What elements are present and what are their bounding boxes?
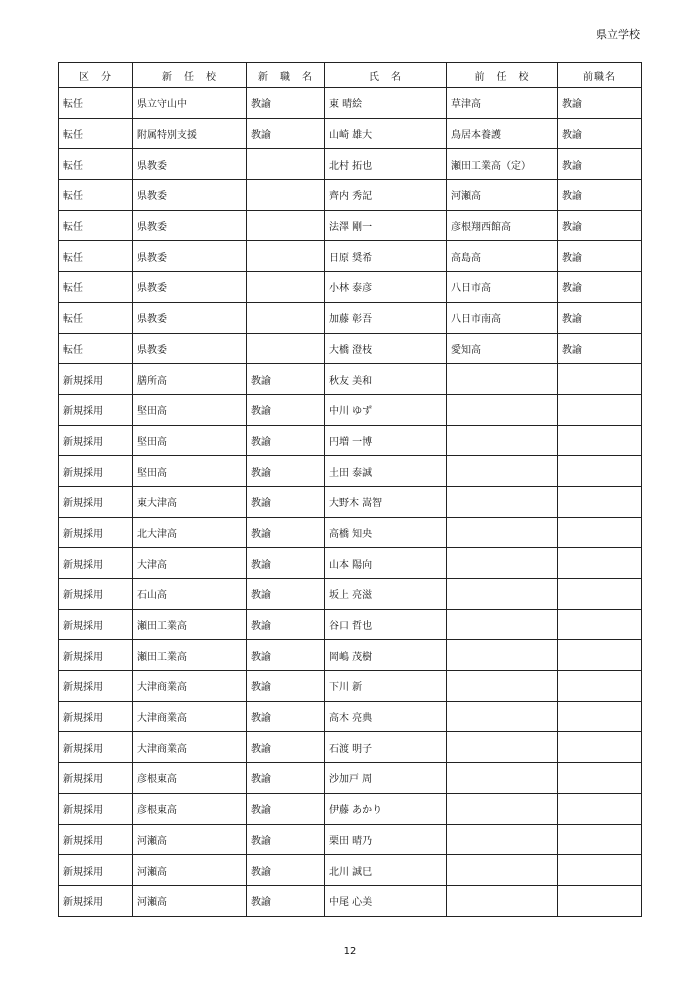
table-row <box>59 579 642 610</box>
cell-previous-school <box>447 824 558 855</box>
table-row <box>59 855 642 886</box>
cell-new-position: 教諭 <box>247 824 325 855</box>
cell-new-position: 教諭 <box>247 609 325 640</box>
cell-name: 伊藤 あかり <box>325 793 447 824</box>
table-row <box>59 118 642 149</box>
cell-previous-position: 教諭 <box>558 272 642 303</box>
cell-previous-position <box>558 885 642 916</box>
cell-new-position: 教諭 <box>247 732 325 763</box>
table-row <box>59 671 642 702</box>
cell-category: 転任 <box>59 149 133 180</box>
table-row <box>59 824 642 855</box>
cell-category: 新規採用 <box>59 640 133 671</box>
cell-previous-position <box>558 763 642 794</box>
cell-previous-school <box>447 517 558 548</box>
table-row <box>59 640 642 671</box>
cell-previous-position <box>558 517 642 548</box>
cell-new-position: 教諭 <box>247 517 325 548</box>
cell-new-school: 河瀬高 <box>133 824 247 855</box>
cell-category: 新規採用 <box>59 456 133 487</box>
cell-category: 転任 <box>59 333 133 364</box>
cell-new-position: 教諭 <box>247 701 325 732</box>
page-number: 12 <box>343 946 357 957</box>
cell-new-position: 教諭 <box>247 394 325 425</box>
cell-previous-position <box>558 548 642 579</box>
cell-previous-school: 八日市南高 <box>447 302 558 333</box>
cell-new-school: 東大津高 <box>133 486 247 517</box>
cell-name: 谷口 哲也 <box>325 609 447 640</box>
cell-previous-position: 教諭 <box>558 180 642 211</box>
cell-previous-position <box>558 732 642 763</box>
cell-new-position: 教諭 <box>247 118 325 149</box>
cell-new-position <box>247 333 325 364</box>
table-row <box>59 149 642 180</box>
cell-name: 石渡 明子 <box>325 732 447 763</box>
cell-category: 新規採用 <box>59 579 133 610</box>
cell-new-school: 大津高 <box>133 548 247 579</box>
cell-previous-position: 教諭 <box>558 241 642 272</box>
cell-new-position <box>247 210 325 241</box>
cell-category: 新規採用 <box>59 701 133 732</box>
cell-previous-school <box>447 885 558 916</box>
cell-previous-position: 教諭 <box>558 118 642 149</box>
cell-previous-position <box>558 425 642 456</box>
cell-new-position <box>247 272 325 303</box>
cell-new-position: 教諭 <box>247 88 325 119</box>
cell-new-position: 教諭 <box>247 364 325 395</box>
column-header-previous-position: 前職名 <box>558 63 642 88</box>
cell-new-school: 大津商業高 <box>133 732 247 763</box>
cell-name: 小林 泰彦 <box>325 272 447 303</box>
column-header-new-school: 新 任 校 <box>133 63 247 88</box>
cell-category: 転任 <box>59 88 133 119</box>
cell-category: 転任 <box>59 180 133 211</box>
cell-name: 土田 泰誠 <box>325 456 447 487</box>
cell-name: 下川 新 <box>325 671 447 702</box>
table-body <box>59 88 642 917</box>
cell-previous-position <box>558 855 642 886</box>
cell-name: 沙加戸 周 <box>325 763 447 794</box>
cell-new-school: 河瀬高 <box>133 885 247 916</box>
cell-category: 新規採用 <box>59 364 133 395</box>
cell-name: 栗田 晴乃 <box>325 824 447 855</box>
cell-new-school: 県教委 <box>133 333 247 364</box>
cell-previous-position <box>558 793 642 824</box>
table-row <box>59 456 642 487</box>
cell-new-school: 県教委 <box>133 241 247 272</box>
table-row <box>59 517 642 548</box>
cell-previous-school: 愛知高 <box>447 333 558 364</box>
table-row <box>59 793 642 824</box>
cell-name: 大野木 嵩智 <box>325 486 447 517</box>
cell-name: 岡嶋 茂樹 <box>325 640 447 671</box>
cell-new-position: 教諭 <box>247 885 325 916</box>
cell-category: 新規採用 <box>59 394 133 425</box>
table-row <box>59 302 642 333</box>
cell-new-position: 教諭 <box>247 456 325 487</box>
cell-category: 新規採用 <box>59 671 133 702</box>
cell-previous-school: 八日市高 <box>447 272 558 303</box>
cell-category: 転任 <box>59 302 133 333</box>
table-row <box>59 272 642 303</box>
document-category-label: 県立学校 <box>596 28 640 41</box>
cell-previous-position <box>558 486 642 517</box>
cell-previous-school <box>447 609 558 640</box>
cell-previous-position <box>558 579 642 610</box>
column-header-new-position: 新 職 名 <box>247 63 325 88</box>
cell-new-position <box>247 302 325 333</box>
cell-previous-position <box>558 671 642 702</box>
cell-new-position: 教諭 <box>247 671 325 702</box>
table-header-row <box>59 63 642 88</box>
cell-category: 転任 <box>59 118 133 149</box>
cell-previous-position <box>558 609 642 640</box>
cell-name: 東 晴絵 <box>325 88 447 119</box>
cell-previous-school: 鳥居本養護 <box>447 118 558 149</box>
cell-previous-position <box>558 824 642 855</box>
cell-previous-school: 彦根翔西館高 <box>447 210 558 241</box>
cell-new-school: 河瀬高 <box>133 855 247 886</box>
cell-previous-position: 教諭 <box>558 210 642 241</box>
cell-name: 北村 拓也 <box>325 149 447 180</box>
cell-new-school: 彦根東高 <box>133 793 247 824</box>
table-row <box>59 88 642 119</box>
column-header-previous-school: 前 任 校 <box>447 63 558 88</box>
cell-previous-position <box>558 364 642 395</box>
cell-new-position: 教諭 <box>247 548 325 579</box>
cell-category: 転任 <box>59 272 133 303</box>
cell-name: 秋友 美和 <box>325 364 447 395</box>
table-row <box>59 732 642 763</box>
cell-new-school: 瀬田工業高 <box>133 609 247 640</box>
column-header-category: 区 分 <box>59 63 133 88</box>
cell-previous-school: 草津高 <box>447 88 558 119</box>
cell-new-school: 県教委 <box>133 272 247 303</box>
cell-name: 高橋 知央 <box>325 517 447 548</box>
table-row <box>59 394 642 425</box>
cell-name: 法澤 剛一 <box>325 210 447 241</box>
cell-new-position: 教諭 <box>247 763 325 794</box>
cell-new-position: 教諭 <box>247 855 325 886</box>
cell-category: 新規採用 <box>59 885 133 916</box>
cell-name: 山本 陽向 <box>325 548 447 579</box>
table-row <box>59 701 642 732</box>
cell-new-school: 県立守山中 <box>133 88 247 119</box>
cell-name: 高木 亮典 <box>325 701 447 732</box>
cell-new-school: 膳所高 <box>133 364 247 395</box>
cell-category: 新規採用 <box>59 763 133 794</box>
cell-previous-position <box>558 456 642 487</box>
cell-previous-school <box>447 579 558 610</box>
cell-new-school: 堅田高 <box>133 425 247 456</box>
cell-previous-school: 河瀬高 <box>447 180 558 211</box>
table-row <box>59 180 642 211</box>
cell-name: 大橋 澄枝 <box>325 333 447 364</box>
cell-previous-school <box>447 701 558 732</box>
cell-previous-school: 高島高 <box>447 241 558 272</box>
cell-previous-position <box>558 640 642 671</box>
table-row <box>59 241 642 272</box>
cell-name: 加藤 彰吾 <box>325 302 447 333</box>
cell-new-school: 大津商業高 <box>133 701 247 732</box>
cell-new-position <box>247 241 325 272</box>
cell-previous-school <box>447 456 558 487</box>
cell-new-position: 教諭 <box>247 793 325 824</box>
cell-previous-school <box>447 425 558 456</box>
cell-previous-school <box>447 793 558 824</box>
cell-previous-position: 教諭 <box>558 302 642 333</box>
cell-new-position <box>247 180 325 211</box>
cell-category: 新規採用 <box>59 732 133 763</box>
cell-previous-school <box>447 732 558 763</box>
cell-previous-school <box>447 486 558 517</box>
cell-new-school: 彦根東高 <box>133 763 247 794</box>
cell-name: 北川 誠巳 <box>325 855 447 886</box>
cell-new-position: 教諭 <box>247 640 325 671</box>
cell-previous-school <box>447 855 558 886</box>
cell-category: 新規採用 <box>59 609 133 640</box>
cell-new-school: 堅田高 <box>133 456 247 487</box>
cell-previous-position: 教諭 <box>558 88 642 119</box>
table-row <box>59 425 642 456</box>
cell-new-school: 県教委 <box>133 210 247 241</box>
cell-name: 齊内 秀記 <box>325 180 447 211</box>
cell-previous-school <box>447 763 558 794</box>
cell-new-school: 附属特別支援 <box>133 118 247 149</box>
cell-name: 中川 ゆず <box>325 394 447 425</box>
table-row <box>59 210 642 241</box>
cell-new-school: 瀬田工業高 <box>133 640 247 671</box>
cell-new-position: 教諭 <box>247 579 325 610</box>
cell-previous-school <box>447 671 558 702</box>
cell-previous-school <box>447 394 558 425</box>
cell-new-school: 石山高 <box>133 579 247 610</box>
table-row <box>59 548 642 579</box>
cell-name: 円増 一博 <box>325 425 447 456</box>
table-row <box>59 763 642 794</box>
cell-new-school: 堅田高 <box>133 394 247 425</box>
cell-previous-school <box>447 548 558 579</box>
cell-new-school: 大津商業高 <box>133 671 247 702</box>
cell-new-position: 教諭 <box>247 486 325 517</box>
table-row <box>59 333 642 364</box>
cell-name: 中尾 心美 <box>325 885 447 916</box>
cell-previous-position <box>558 701 642 732</box>
cell-new-position: 教諭 <box>247 425 325 456</box>
cell-category: 新規採用 <box>59 824 133 855</box>
cell-category: 新規採用 <box>59 548 133 579</box>
cell-new-school: 県教委 <box>133 180 247 211</box>
cell-name: 坂上 亮滋 <box>325 579 447 610</box>
cell-previous-school <box>447 364 558 395</box>
cell-category: 転任 <box>59 241 133 272</box>
cell-category: 新規採用 <box>59 425 133 456</box>
cell-name: 山崎 雄大 <box>325 118 447 149</box>
cell-previous-position: 教諭 <box>558 333 642 364</box>
cell-category: 新規採用 <box>59 793 133 824</box>
cell-new-position <box>247 149 325 180</box>
cell-category: 新規採用 <box>59 855 133 886</box>
personnel-table <box>58 62 642 917</box>
cell-previous-position <box>558 394 642 425</box>
table-row <box>59 885 642 916</box>
table-row <box>59 609 642 640</box>
column-header-name: 氏 名 <box>325 63 447 88</box>
cell-new-school: 北大津高 <box>133 517 247 548</box>
cell-previous-school <box>447 640 558 671</box>
cell-name: 日原 奨希 <box>325 241 447 272</box>
cell-previous-school: 瀬田工業高（定） <box>447 149 558 180</box>
cell-new-school: 県教委 <box>133 302 247 333</box>
cell-new-school: 県教委 <box>133 149 247 180</box>
cell-category: 転任 <box>59 210 133 241</box>
cell-category: 新規採用 <box>59 517 133 548</box>
table-row <box>59 486 642 517</box>
table-row <box>59 364 642 395</box>
cell-category: 新規採用 <box>59 486 133 517</box>
cell-previous-position: 教諭 <box>558 149 642 180</box>
